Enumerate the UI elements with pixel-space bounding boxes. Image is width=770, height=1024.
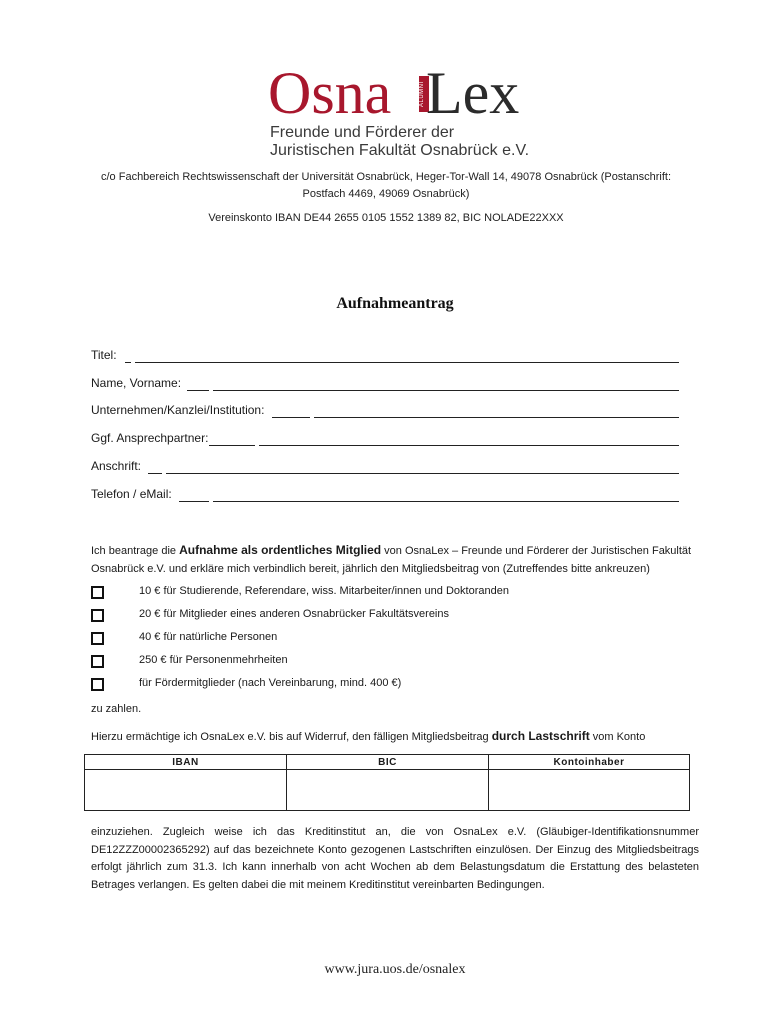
intro-text-after: von OsnaLex – Freunde und Förderer der Juristischen Fakultät Osnabrück e.V. und erkläre mich verbindlich bereit, jährlich den Mitgliedsbeitrag von (Zutreffendes bitte ankreuzen) xyxy=(91,545,692,575)
fee-option[interactable] xyxy=(91,654,651,670)
page-title: Aufnahmeantrag xyxy=(336,295,454,312)
fee-option-label: 40 € für natürliche Personen xyxy=(139,631,278,643)
field-label: Anschrift: xyxy=(91,459,142,473)
mandate-text-before: Hierzu ermächtige ich OsnaLex e.V. bis auf Widerruf, den fälligen Mitgliedsbeitrag xyxy=(91,731,492,743)
field-anschrift[interactable] xyxy=(91,459,679,477)
checkbox[interactable] xyxy=(91,632,104,645)
intro-text-bold: Aufnahme als ordentliches Mitglied xyxy=(179,543,382,557)
checkbox[interactable] xyxy=(91,586,104,599)
fee-option-label: für Fördermitglieder (nach Vereinbarung, mind. 400 €) xyxy=(139,677,402,689)
field-label: Unternehmen/Kanzlei/Institution: xyxy=(91,403,265,417)
field-underline-short xyxy=(209,445,255,446)
field-titel[interactable] xyxy=(91,348,679,366)
field-underline-short xyxy=(179,501,209,502)
field-label: Telefon / eMail: xyxy=(91,487,172,501)
mandate-text-bold: durch Lastschrift xyxy=(491,729,590,743)
fee-option[interactable] xyxy=(91,677,651,693)
checkbox[interactable] xyxy=(91,678,104,691)
table-row xyxy=(85,770,690,811)
field-underline[interactable] xyxy=(135,362,679,363)
direct-debit-mandate xyxy=(91,729,645,743)
field-underline[interactable] xyxy=(166,473,679,474)
column-header-bic: BIC xyxy=(287,755,489,770)
field-underline[interactable] xyxy=(213,390,679,391)
field-telefon-email[interactable] xyxy=(91,487,679,505)
logo-subtitle-line1: Freunde und Förderer der xyxy=(270,124,455,141)
osnalex-logo xyxy=(268,62,528,160)
closing-paragraph: einzuziehen. Zugleich weise ich das Kreditinstitut an, die von OsnaLex e.V. (Gläubiger-Identifikationsnummer DE12ZZZ00002365292) auf das bezeichnete Konto gezogenen Lastschriften einzulösen. Der Einzug des Mitgliedsbeitrags erfolgt jährlich zum 31.3. Ich kann innerhalb von acht Wochen ab dem Belastungsdatum die Erstattung des belasteten Betrages verlangen. Es gelten dabei die mit meinem Kreditinstitut vereinbarten Bedingungen. xyxy=(91,826,699,891)
field-institution[interactable] xyxy=(91,403,679,421)
column-header-kontoinhaber: Kontoinhaber xyxy=(489,755,690,770)
field-underline[interactable] xyxy=(213,501,679,502)
iban-cell[interactable] xyxy=(85,770,287,811)
checkbox[interactable] xyxy=(91,609,104,622)
field-name-vorname[interactable] xyxy=(91,376,679,394)
fee-option[interactable] xyxy=(91,631,651,647)
logo-word-lex: Lex xyxy=(426,60,520,126)
field-underline-short xyxy=(125,362,131,363)
logo-word-osna: Osna xyxy=(268,60,392,126)
bank-details-table xyxy=(84,754,690,811)
fee-option[interactable] xyxy=(91,608,651,624)
field-label: Name, Vorname: xyxy=(91,376,182,390)
fee-option[interactable] xyxy=(91,585,651,601)
intro-text-before: Ich beantrage die xyxy=(91,545,180,557)
field-underline-short xyxy=(148,473,162,474)
bic-cell[interactable] xyxy=(287,770,489,811)
zahlen-text: zu zahlen. xyxy=(91,703,142,715)
fee-option-label: 20 € für Mitglieder eines anderen Osnabrücker Fakultätsvereins xyxy=(139,608,449,620)
field-label: Ggf. Ansprechpartner: xyxy=(91,431,209,445)
field-ansprechpartner[interactable] xyxy=(91,431,679,449)
fee-option-label: 10 € für Studierende, Referendare, wiss. Mitarbeiter/innen und Doktoranden xyxy=(139,585,509,597)
checkbox[interactable] xyxy=(91,655,104,668)
logo-alumni-tag: ALUMNI xyxy=(419,76,429,112)
footer-url: www.jura.uos.de/osnalex xyxy=(324,962,466,977)
field-underline[interactable] xyxy=(259,445,679,446)
field-underline[interactable] xyxy=(314,417,679,418)
mandate-text-after: vom Konto xyxy=(589,731,646,743)
association-account: Vereinskonto IBAN DE44 2655 0105 1552 1389 82, BIC NOLADE22XXX xyxy=(208,212,564,224)
logo-subtitle-line2: Juristischen Fakultät Osnabrück e.V. xyxy=(270,142,530,159)
logo-wordmark xyxy=(268,62,528,124)
field-label: Titel: xyxy=(91,348,117,362)
field-underline-short xyxy=(272,417,310,418)
kontoinhaber-cell[interactable] xyxy=(489,770,690,811)
association-address: c/o Fachbereich Rechtswissenschaft der Universität Osnabrück, Heger-Tor-Wall 14, 49078 Osnabrück (Postanschrift: Postfach 4469, 49069 Osnabrück) xyxy=(101,171,671,200)
membership-intro xyxy=(91,541,701,578)
column-header-iban: IBAN xyxy=(85,755,287,770)
field-underline-short xyxy=(187,390,209,391)
fee-option-label: 250 € für Personenmehrheiten xyxy=(139,654,288,666)
